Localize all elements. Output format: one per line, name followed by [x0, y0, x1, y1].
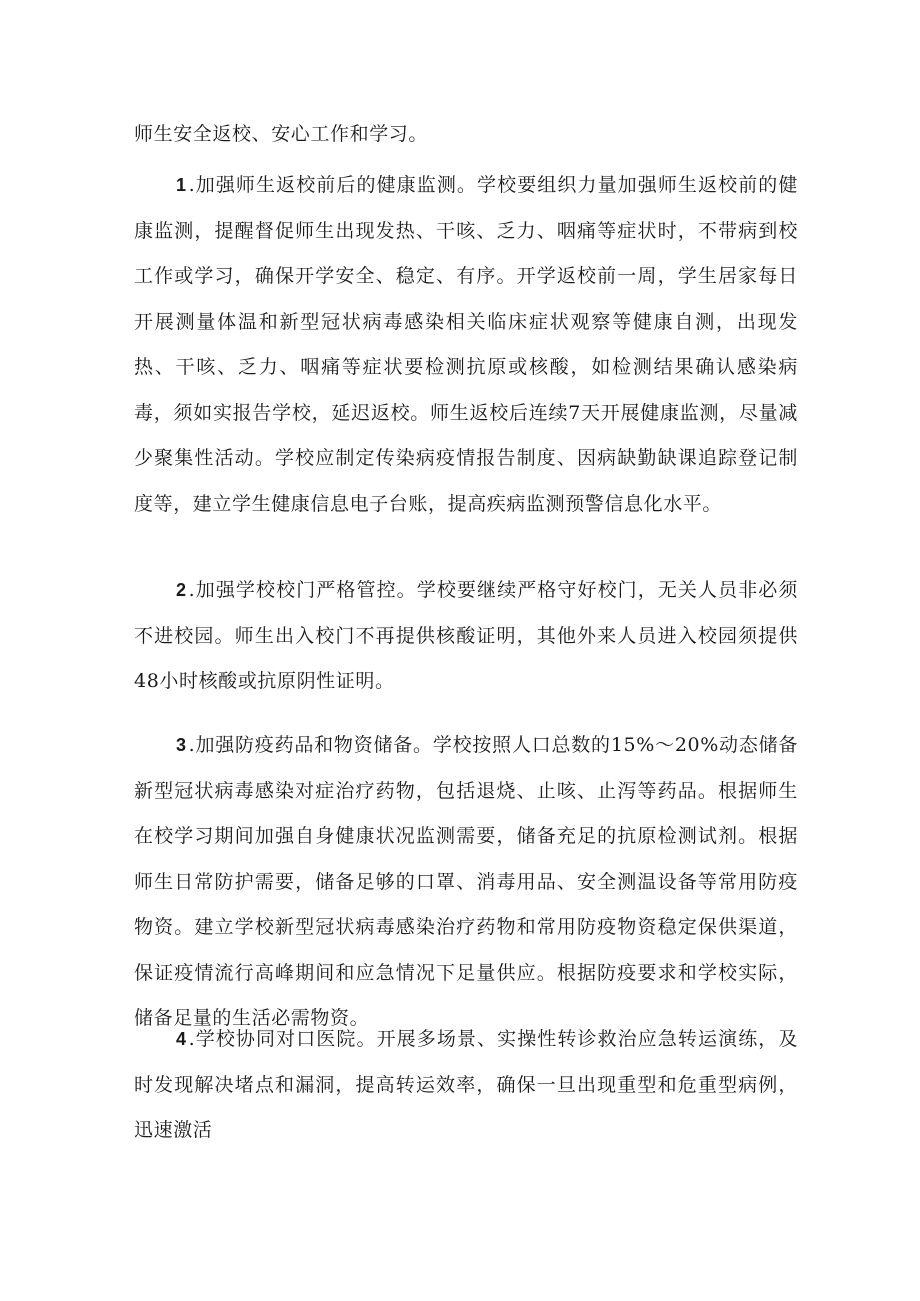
paragraph-item-3	[134, 723, 798, 1042]
paragraph-text: .学校协同对口医院。开展多场景、实操性转诊救治应急转运演练，及时发现解决堵点和漏洞，提高转运效率，确保一旦出现重型和危重型病例，迅速激活	[134, 1028, 798, 1141]
list-number: 1	[176, 175, 187, 195]
paragraph-text: .加强防疫药品和物资储备。学校按照人口总数的15%～20%动态储备新型冠状病毒感染对症治疗药物，包括退烧、止咳、止泻等药品。根据师生在校学习期间加强自身健康状况监测需要，储备充足的抗原检测试剂。根据师生日常防护需要，储备足够的口罩、消毒用品、安全测温设备等常用防疫物资。建立学校新型冠状病毒感染治疗药物和常用防疫物资稳定保供渠道，保证疫情流行高峰期间和应急情况下足量供应。根据防疫要求和学校实际，储备足量的生活必需物资。	[134, 734, 798, 1029]
list-number: 2	[176, 580, 187, 600]
paragraph-text: .加强学校校门严格管控。学校要继续严格守好校门，无关人员非必须不进校园。师生出入校门不再提供核酸证明，其他外来人员进入校园须提供48小时核酸或抗原阴性证明。	[134, 579, 798, 692]
paragraph-text: .加强师生返校前后的健康监测。学校要组织力量加强师生返校前的健康监测，提醒督促师生出现发热、干咳、乏力、咽痛等症状时，不带病到校工作或学习，确保开学安全、稳定、有序。开学返校前一周，学生居家每日开展测量体温和新型冠状病毒感染相关临床症状观察等健康自测，出现发热、干咳、乏力、咽痛等症状要检测抗原或核酸，如检测结果确认感染病毒，须如实报告学校，延迟返校。师生返校后连续7天开展健康监测，尽量减少聚集性活动。学校应制定传染病疫情报告制度、因病缺勤缺课追踪登记制度等，建立学生健康信息电子台账，提高疾病监测预警信息化水平。	[134, 174, 798, 515]
paragraph-item-2	[134, 568, 798, 705]
paragraph-item-1	[134, 163, 798, 527]
paragraph-text: 师生安全返校、安心工作和学习。	[134, 123, 429, 145]
list-number: 3	[176, 735, 187, 755]
paragraph-continuation	[134, 112, 798, 158]
list-number: 4	[176, 1029, 187, 1049]
paragraph-item-4	[134, 1017, 798, 1154]
